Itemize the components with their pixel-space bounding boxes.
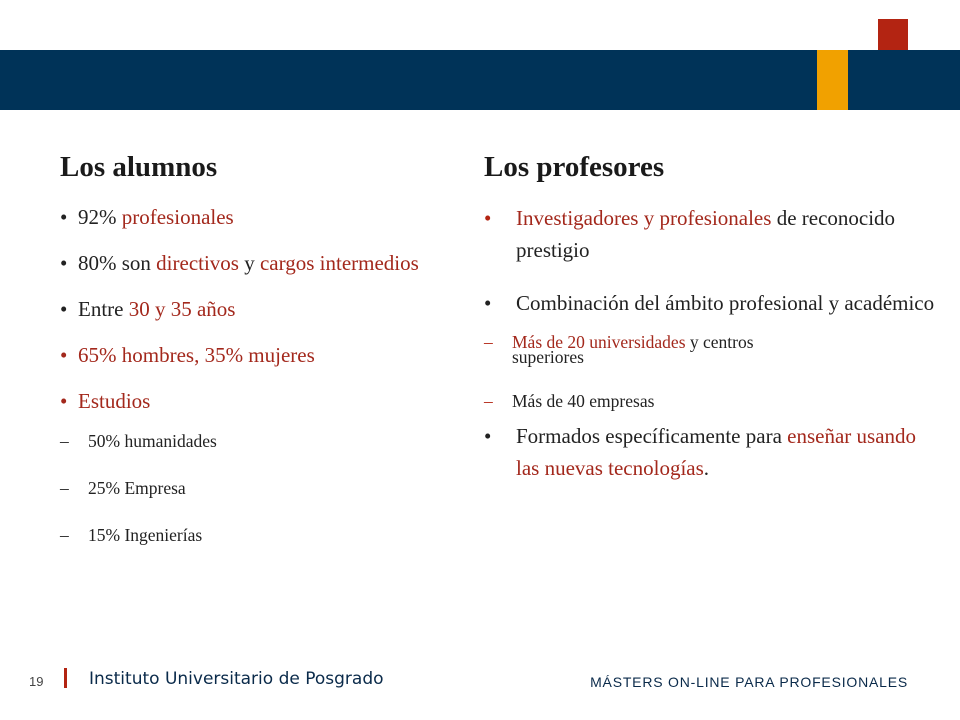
footer-divider xyxy=(64,668,67,688)
page-number: 19 xyxy=(29,674,44,689)
teachers-list-continued xyxy=(484,420,944,484)
list-item: • 80% son directivos y cargos intermedios xyxy=(60,248,420,278)
list-item: • Estudios xyxy=(60,386,420,416)
sub-list-item: – Más de 40 empresas xyxy=(484,390,944,412)
teachers-list xyxy=(484,202,944,319)
teachers-column xyxy=(484,150,944,505)
students-title: Los alumnos xyxy=(60,151,218,183)
accent-orange-block xyxy=(817,50,848,110)
institute-name: Instituto Universitario de Posgrado xyxy=(89,669,384,689)
list-item: • Investigadores y profesionales de reconocido prestigio xyxy=(484,202,944,266)
sub-list-item: – 50% humanidades xyxy=(60,430,420,452)
list-item: • 92% profesionales xyxy=(60,202,420,232)
list-item: • Combinación del ámbito profesional y académico xyxy=(484,287,944,319)
list-item: • Entre 30 y 35 años xyxy=(60,294,420,324)
teachers-sublist xyxy=(484,331,944,412)
sub-list-item: – Más de 20 universidades y centros superiores xyxy=(484,331,944,367)
footer-tagline: MÁSTERS ON-LINE PARA PROFESIONALES xyxy=(590,674,908,690)
accent-red-block xyxy=(878,19,908,50)
students-column xyxy=(60,150,420,571)
studies-sublist xyxy=(60,430,420,546)
sub-list-item: – 15% Ingenierías xyxy=(60,524,420,546)
students-list xyxy=(60,202,420,416)
list-item: • 65% hombres, 35% mujeres xyxy=(60,340,420,370)
footer xyxy=(0,665,960,695)
teachers-title: Los profesores xyxy=(484,151,665,183)
sub-list-item: – 25% Empresa xyxy=(60,477,420,499)
header-band xyxy=(0,50,960,110)
list-item: • Formados específicamente para enseñar usando las nuevas tecnologías. xyxy=(484,420,944,484)
